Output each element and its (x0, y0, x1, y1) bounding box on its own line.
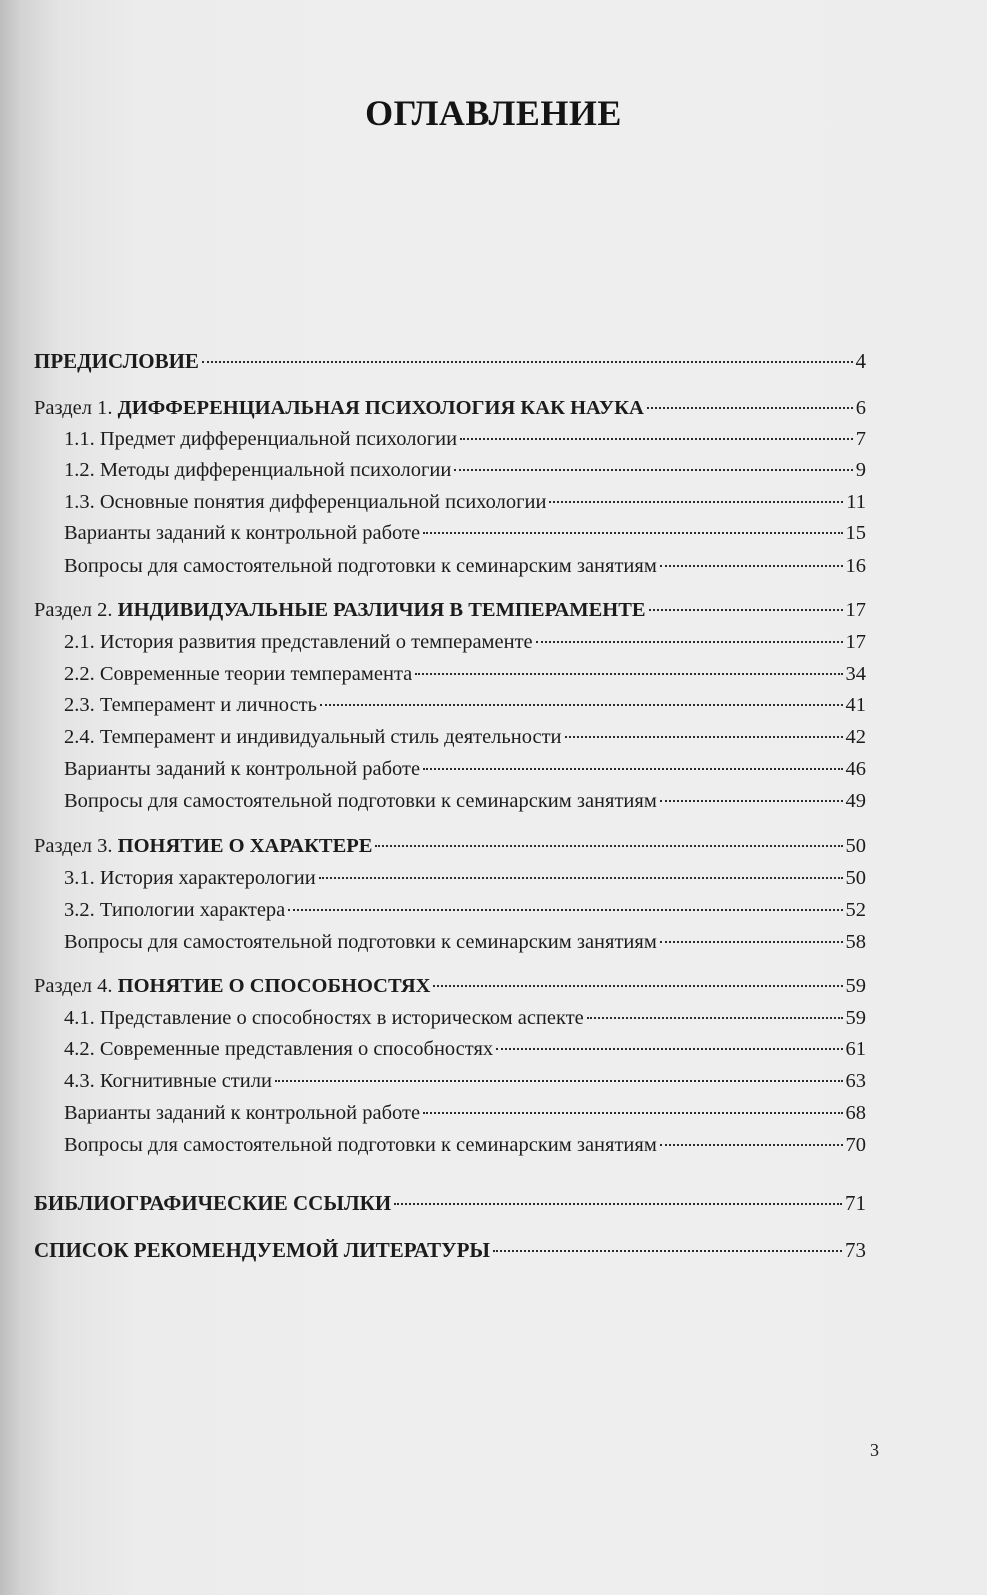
toc-entry (64, 863, 866, 893)
toc-entry-title: 3.1. История характерологии (64, 867, 316, 889)
toc-entry (64, 659, 866, 689)
toc-entry-title: Вопросы для самостоятельной подготовки к семинарским занятиям (64, 1134, 657, 1156)
toc-page-number: 15 (845, 522, 866, 544)
toc-entry (34, 1235, 866, 1265)
toc-leader-dots (288, 909, 842, 911)
toc-page-number: 9 (855, 459, 866, 481)
toc-entry (64, 895, 866, 925)
toc-page-number: 58 (845, 931, 866, 953)
toc-leader-dots (423, 1112, 842, 1114)
toc-leader-dots (375, 845, 842, 847)
toc-leader-dots (423, 768, 842, 770)
toc-entry-title: 4.1. Представление о способностях в историческом аспекте (64, 1007, 584, 1029)
toc-entry-title: ПОНЯТИЕ О СПОСОБНОСТЯХ (117, 975, 431, 997)
toc-entry-title: 4.2. Современные представления о способностях (64, 1038, 494, 1060)
toc-page-number: 73 (845, 1238, 866, 1262)
toc-page-number: 50 (845, 867, 866, 889)
toc-entry-prefix: Раздел 2. (34, 599, 118, 621)
toc-entry-title: Варианты заданий к контрольной работе (64, 522, 421, 544)
page-number: 3 (870, 1440, 879, 1460)
toc-page-number: 11 (846, 491, 866, 513)
toc-entry-title: Вопросы для самостоятельной подготовки к семинарским занятиям (64, 555, 657, 577)
toc-leader-dots (415, 673, 842, 675)
toc-entry (64, 424, 866, 454)
toc-entry-label (34, 1188, 391, 1218)
toc-entry-prefix: Раздел 3. (34, 835, 118, 857)
toc-entry (64, 927, 866, 957)
toc-entry (64, 627, 866, 657)
toc-leader-dots (565, 736, 843, 738)
toc-entry (64, 551, 866, 581)
toc-entry-title: Вопросы для самостоятельной подготовки к семинарским занятиям (64, 931, 657, 953)
toc-page-number: 50 (845, 835, 866, 857)
toc-page-number: 42 (845, 726, 866, 748)
toc-leader-dots (493, 1250, 842, 1252)
toc-leader-dots (319, 877, 843, 879)
toc-page-number: 16 (845, 555, 866, 577)
toc-entry (64, 1098, 866, 1128)
toc-entry (34, 393, 866, 423)
toc-entry (64, 1034, 866, 1064)
toc-entry (34, 831, 866, 861)
toc-entry (64, 1066, 866, 1096)
toc-entry-title: Вопросы для самостоятельной подготовки к семинарским занятиям (64, 790, 657, 812)
toc-entry (64, 690, 866, 720)
toc-leader-dots (423, 532, 842, 534)
toc-entry (64, 518, 866, 548)
toc-entry-title: 1.2. Методы дифференциальной психологии (64, 459, 452, 481)
toc-entry-label (34, 831, 372, 861)
toc-leader-dots (660, 565, 843, 567)
toc-page-number: 71 (845, 1191, 866, 1215)
toc-page-number: 17 (845, 599, 866, 621)
toc-leader-dots (587, 1017, 843, 1019)
toc-page-number: 59 (845, 1007, 866, 1029)
toc-entry-label (34, 393, 644, 423)
toc-entry (64, 1003, 866, 1033)
toc-entry (64, 722, 866, 752)
toc-entry (64, 455, 866, 485)
toc-leader-dots (275, 1080, 843, 1082)
toc-page-number: 63 (845, 1070, 866, 1092)
toc-entry-title: ПРЕДИСЛОВИЕ (34, 349, 199, 373)
toc-leader-dots (660, 1144, 843, 1146)
toc-entry-title: 4.3. Когнитивные стили (64, 1070, 272, 1092)
toc-leader-dots (320, 704, 843, 706)
toc-entry (34, 971, 866, 1001)
toc-entry-prefix: Раздел 4. (34, 975, 118, 997)
toc-entry (64, 1130, 866, 1160)
toc-entry-label (34, 971, 430, 1001)
toc-entry-title: 1.1. Предмет дифференциальной психологии (64, 428, 458, 450)
toc-page-number: 17 (845, 631, 866, 653)
page-title: ОГЛАВЛЕНИЕ (365, 93, 622, 133)
toc-entry-title: Варианты заданий к контрольной работе (64, 1102, 421, 1124)
toc-entry-label (34, 346, 199, 376)
toc-leader-dots (454, 469, 852, 471)
toc-leader-dots (394, 1203, 842, 1205)
toc-page-number: 46 (845, 758, 866, 780)
toc-leader-dots (549, 501, 843, 503)
toc-entry-title: СПИСОК РЕКОМЕНДУЕМОЙ ЛИТЕРАТУРЫ (34, 1238, 491, 1262)
toc-leader-dots (536, 641, 843, 643)
toc-entry (34, 595, 866, 625)
toc-page-number: 49 (845, 790, 866, 812)
toc-entry-title: ПОНЯТИЕ О ХАРАКТЕРЕ (117, 835, 373, 857)
toc-entry (64, 754, 866, 784)
toc-entry-title: ИНДИВИДУАЛЬНЫЕ РАЗЛИЧИЯ В ТЕМПЕРАМЕНТЕ (117, 599, 646, 621)
toc-entry-label (34, 595, 646, 625)
toc-page-number: 6 (855, 397, 866, 419)
toc-leader-dots (460, 438, 853, 440)
toc-leader-dots (202, 361, 853, 363)
toc-page-number: 4 (855, 349, 866, 373)
toc-entry-prefix: Раздел 1. (34, 397, 118, 419)
toc-leader-dots (647, 407, 853, 409)
toc-page-number: 52 (845, 899, 866, 921)
toc-entry-title: 3.2. Типологии характера (64, 899, 286, 921)
toc-entry (34, 1188, 866, 1218)
toc-entry-title: Варианты заданий к контрольной работе (64, 758, 421, 780)
toc-entry-title: 2.3. Темперамент и личность (64, 694, 317, 716)
toc-leader-dots (433, 985, 842, 987)
toc-entry-title: ДИФФЕРЕНЦИАЛЬНАЯ ПСИХОЛОГИЯ КАК НАУКА (117, 397, 644, 419)
toc-page-number: 41 (845, 694, 866, 716)
toc-page-number: 61 (845, 1038, 866, 1060)
toc-leader-dots (660, 941, 843, 943)
toc-leader-dots (660, 800, 843, 802)
toc-entry-title: 1.3. Основные понятия дифференциальной психологии (64, 491, 547, 513)
toc-page-number: 59 (845, 975, 866, 997)
toc-page-number: 68 (845, 1102, 866, 1124)
toc-page-number: 7 (855, 428, 866, 450)
toc-entry-title: 2.4. Темперамент и индивидуальный стиль деятельности (64, 726, 562, 748)
toc-entry (64, 786, 866, 816)
toc-entry-title: БИБЛИОГРАФИЧЕСКИЕ ССЫЛКИ (34, 1191, 392, 1215)
toc-entry-title: 2.2. Современные теории темперамента (64, 663, 413, 685)
toc-entry (64, 487, 866, 517)
toc-leader-dots (649, 609, 843, 611)
toc-entry-label (34, 1235, 490, 1265)
toc-page-number: 34 (845, 663, 866, 685)
toc-entry (34, 346, 866, 376)
toc-page-number: 70 (845, 1134, 866, 1156)
toc-entry-title: 2.1. История развития представлений о темпераменте (64, 631, 533, 653)
toc-leader-dots (496, 1048, 842, 1050)
